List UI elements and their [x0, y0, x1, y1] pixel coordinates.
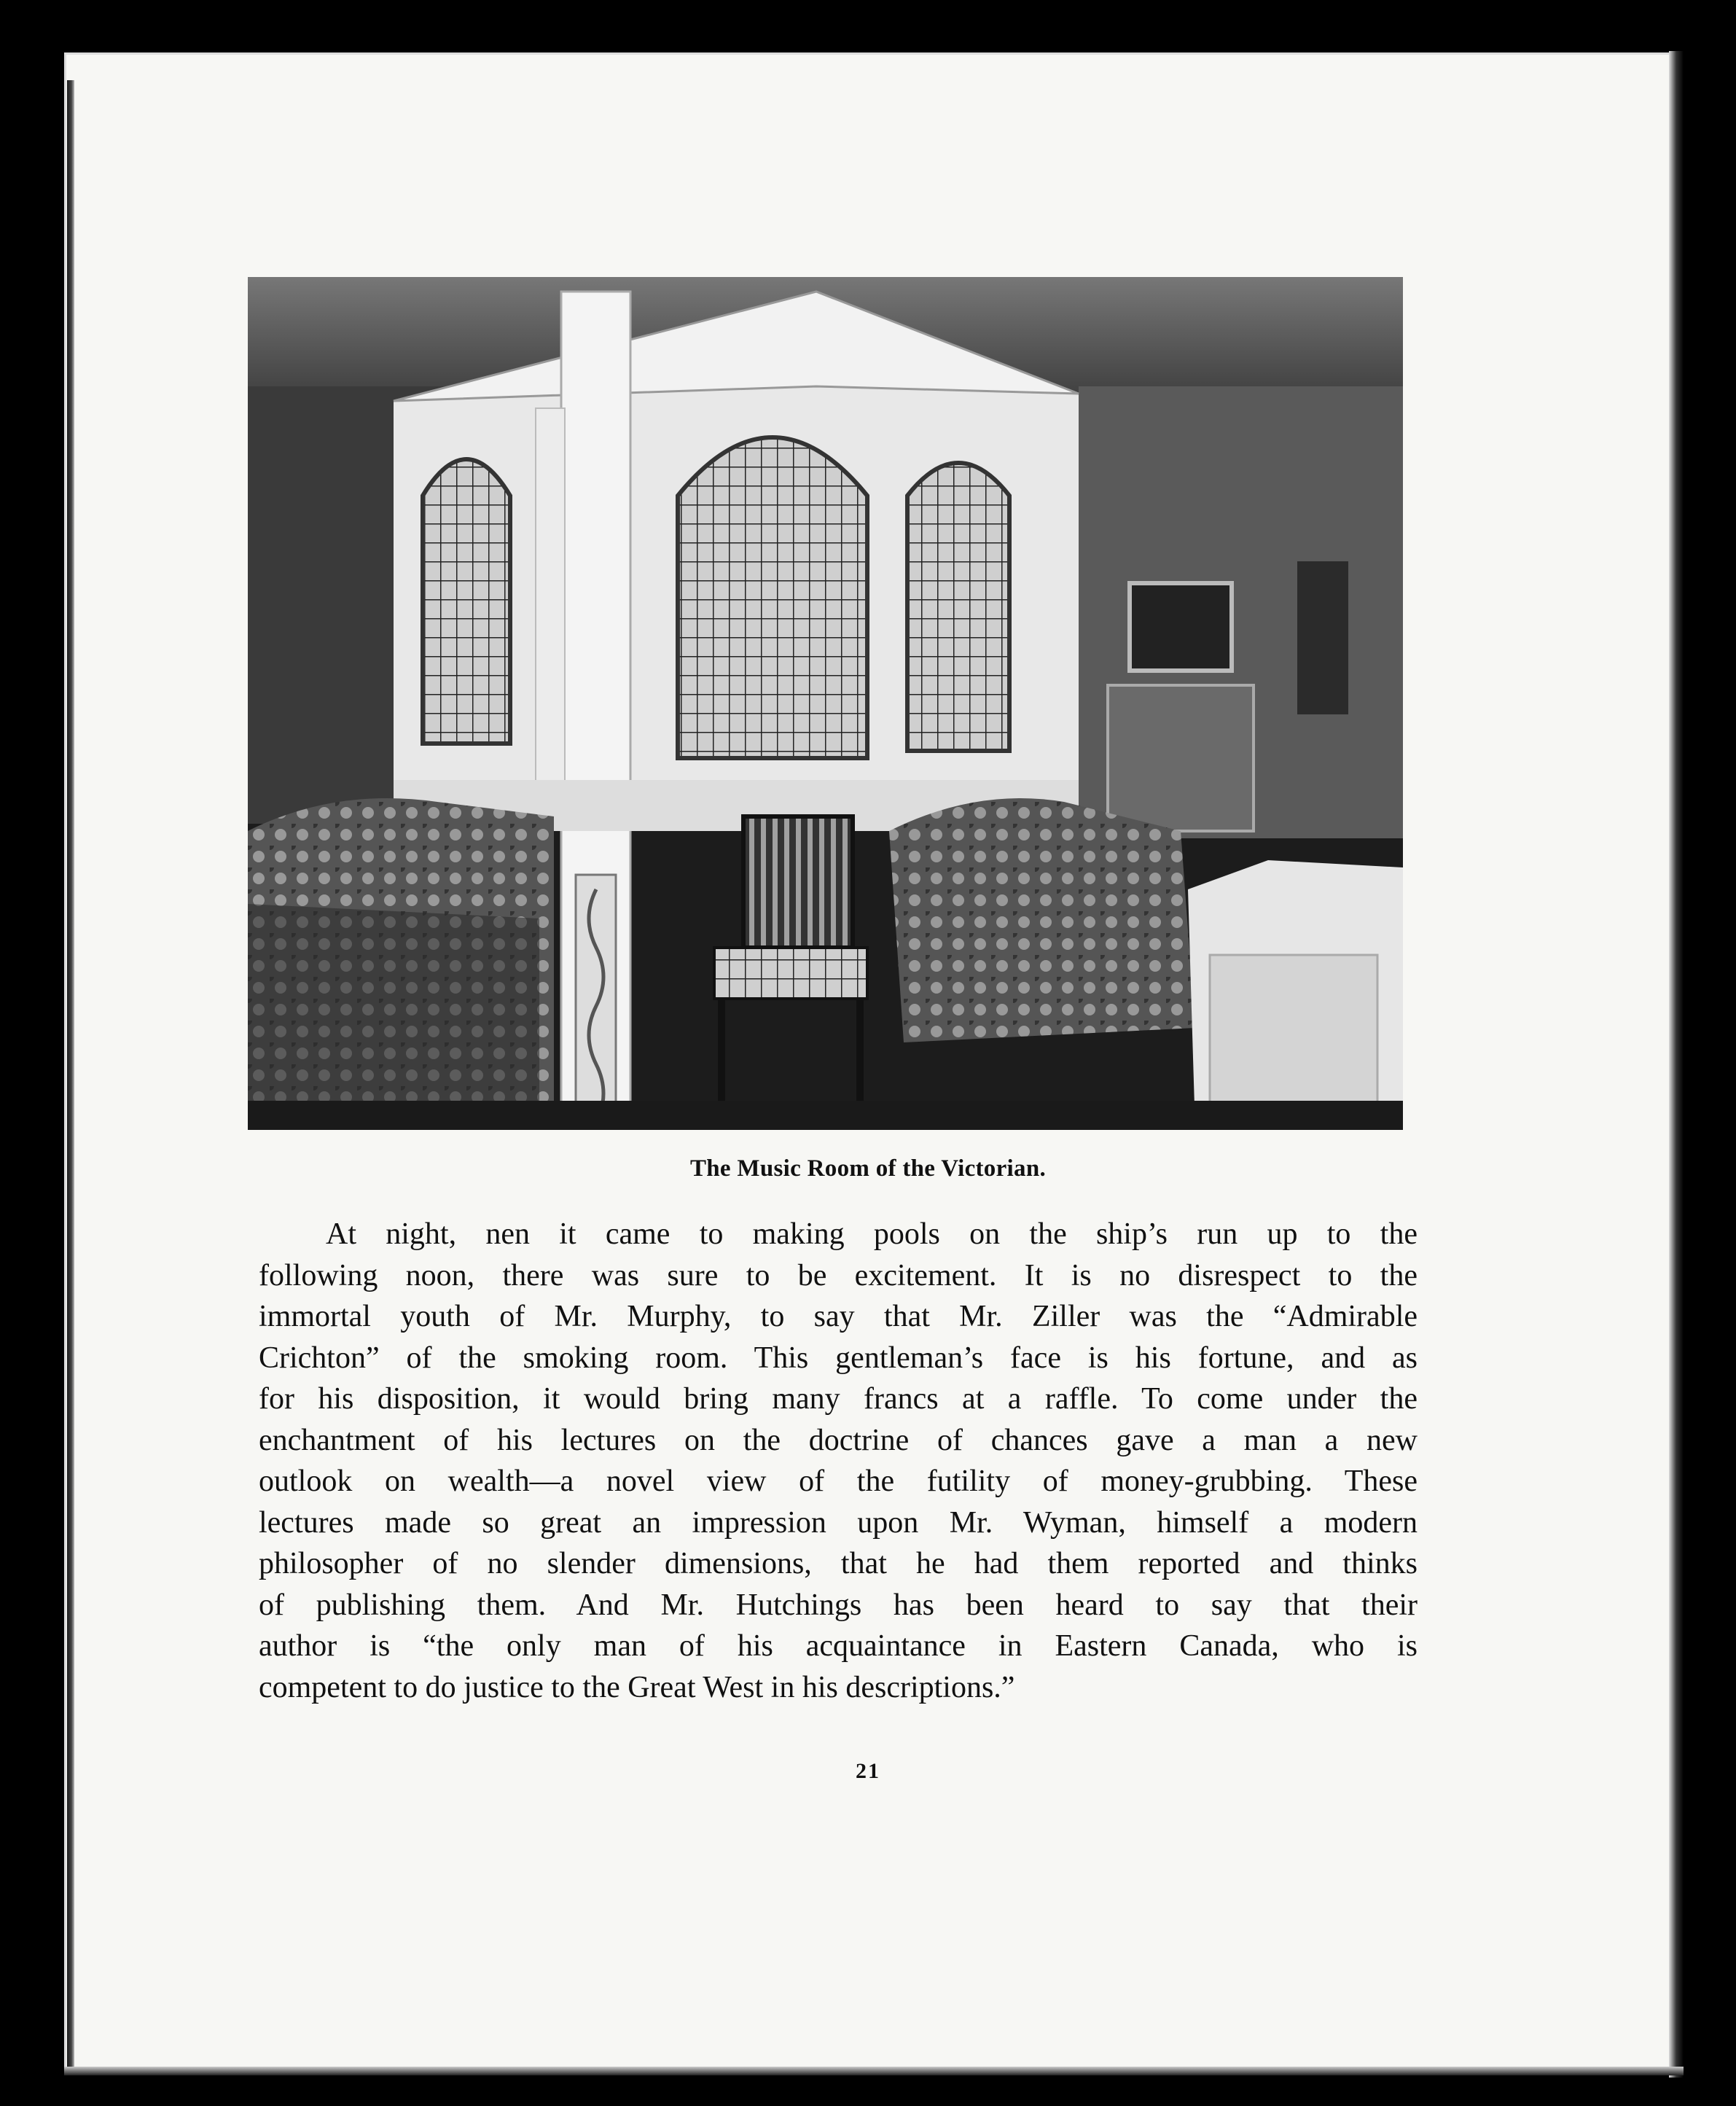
text-line: of publishing them. And Mr. Hutchings has been heard to say that their	[259, 1588, 1418, 1622]
text-line: philosopher of no slender dimensions, that he had them reported and thinks	[259, 1547, 1418, 1580]
page-number: 21	[856, 1759, 880, 1783]
text-line: At night, nen it came to making pools on the ship’s run up to the	[326, 1217, 1418, 1251]
text-line: competent to do justice to the Great West in his descriptions.”	[259, 1670, 1015, 1704]
text-line: following noon, there was sure to be excitement. It is no disrespect to the	[259, 1258, 1418, 1292]
music-room-photograph	[248, 277, 1403, 1130]
text-line: for his disposition, it would bring many francs at a raffle. To come under the	[259, 1382, 1418, 1416]
text-line: immortal youth of Mr. Murphy, to say that Mr. Ziller was the “Admirable	[259, 1300, 1418, 1333]
text-line: enchantment of his lectures on the doctrine of chances gave a man a new	[259, 1423, 1418, 1457]
body-paragraph	[259, 1214, 1418, 1708]
text-line: Crichton” of the smoking room. This gentleman’s face is his fortune, and as	[259, 1341, 1418, 1375]
photo-caption: The Music Room of the Victorian.	[689, 1155, 1047, 1182]
text-line: outlook on wealth—a novel view of the futility of money-grubbing. These	[259, 1465, 1418, 1498]
page-bottom-edge	[64, 2067, 1684, 2075]
text-line: lectures made so great an impression upon Mr. Wyman, himself a modern	[259, 1505, 1418, 1540]
text-line: author is “the only man of his acquaintance in Eastern Canada, who is	[259, 1629, 1418, 1663]
